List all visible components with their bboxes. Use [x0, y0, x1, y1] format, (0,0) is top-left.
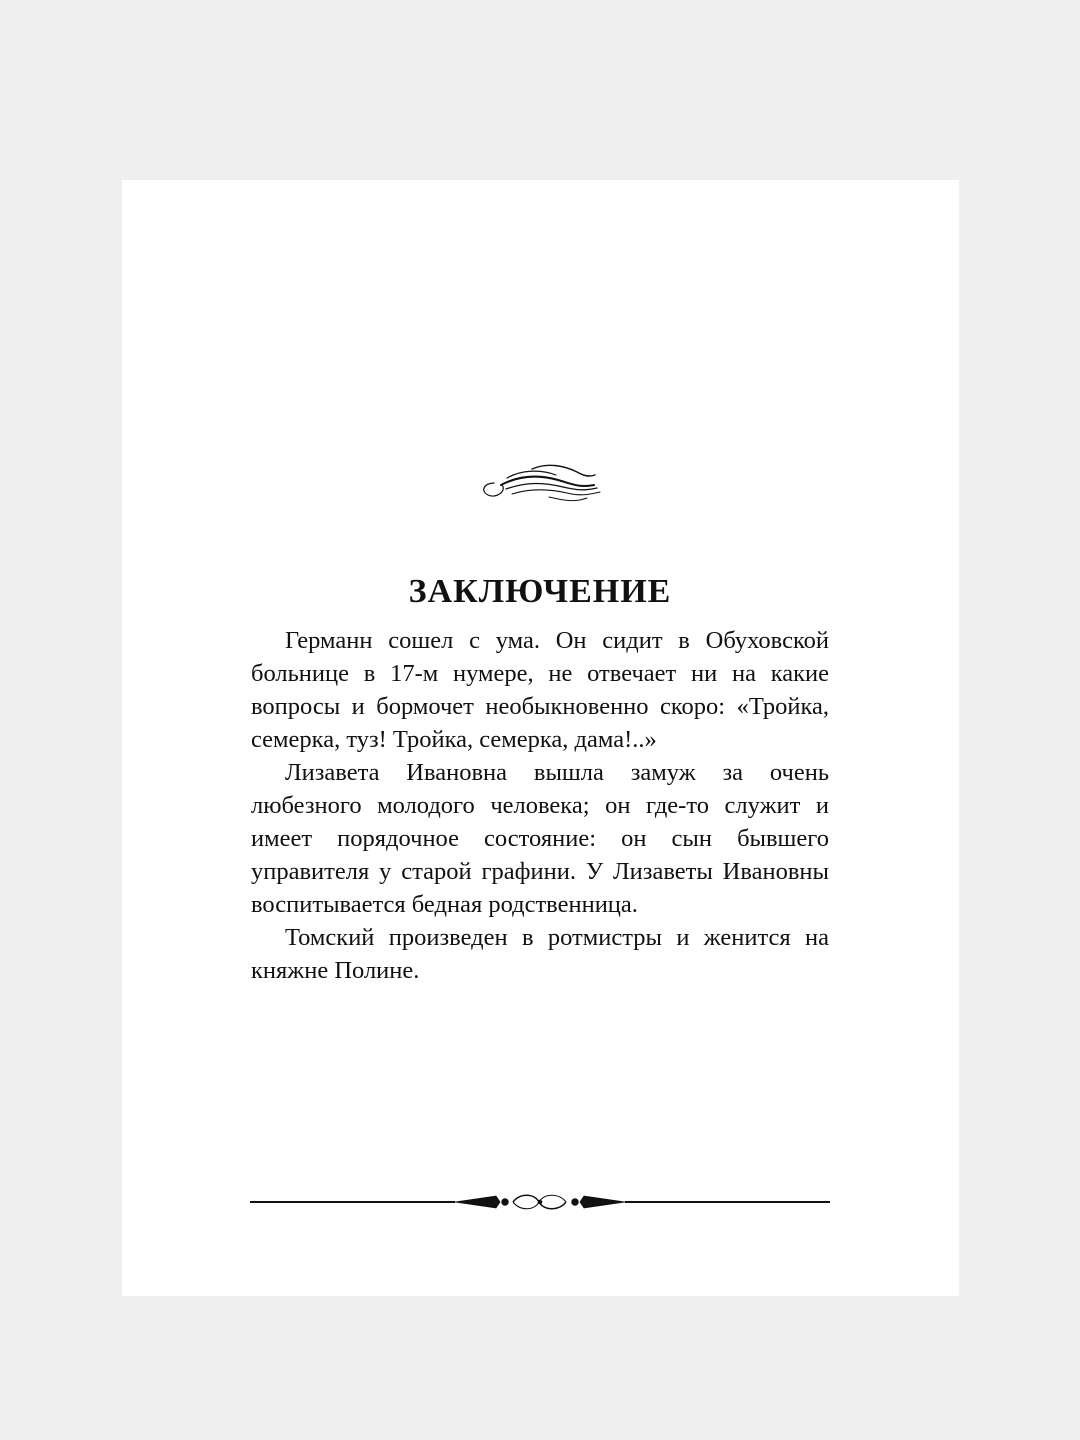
paragraph: Томский произведен в ротмистры и женится на княжне Полине. — [251, 924, 829, 984]
chapter-title: ЗАКЛЮЧЕНИЕ — [408, 573, 672, 610]
chapter-text — [251, 624, 829, 987]
paragraph: Германн сошел с ума. Он сидит в Обуховской больнице в 17-м нумере, не отвечает ни на какие вопросы и бормочет необыкновенно скоро: «Тройка, семерка, туз! Тройка, семерка, дама!..» — [251, 627, 829, 753]
paragraph: Лизавета Ивановна вышла замуж за очень любезного молодого человека; он где-то служит и имеет порядочное состояние: он сын бывшего управителя у старой графини. У Лизаветы Ивановны воспитывается бедная родственница. — [251, 759, 829, 918]
flourish-ornament-icon — [476, 458, 604, 508]
divider-ornament-icon — [250, 1189, 830, 1215]
